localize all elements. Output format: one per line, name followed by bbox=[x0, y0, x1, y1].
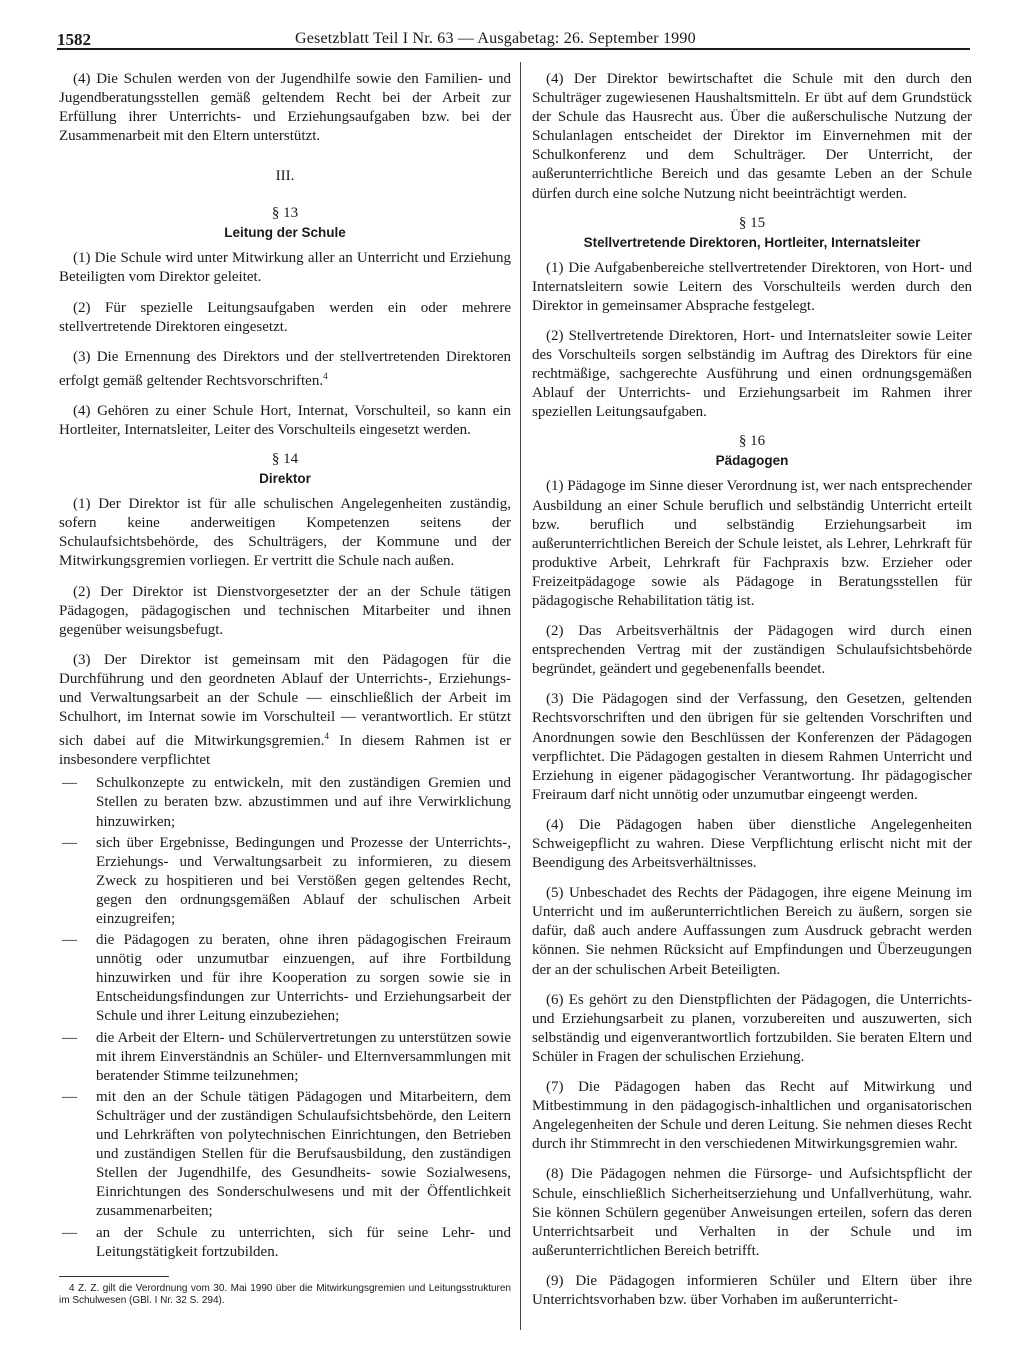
section-14-heading: Direktor bbox=[259, 471, 311, 487]
dash-marker: — bbox=[62, 834, 77, 851]
s16-paragraph-3: (3) Die Pädagogen sind der Verfassung, den Gesetzen, geltenden Rechtsvorschriften und den übrigen für sie geltenden Vorschriften und Anordnungen sowie den Beschlüssen der Konferenzen der Pädagogen verpflichtet. Die Pädagogen gestalten in diesem Rahmen Unterricht und Erziehung in eigener pädagogischer Verantwortung. Ihr pädagogischer Freiraum darf nicht unnötig oder unzumutbar eingeengt werden. bbox=[532, 691, 972, 803]
paragraph-intro-left: (4) Die Schulen werden von der Jugendhilfe sowie den Familien- und Jugendberatungsstellen gemäß geltendem Recht bei der Arbeit zur Erfüllung ihrer Unterrichts- und Erziehungsaufgaben bzw. bei der Zusammenarbeit mit den Eltern unterstützt. bbox=[59, 71, 511, 145]
dash-marker: — bbox=[62, 1088, 77, 1105]
list-item bbox=[59, 931, 511, 1026]
section-13-heading: Leitung der Schule bbox=[224, 225, 346, 241]
right-column bbox=[532, 70, 972, 1310]
footnote-rule bbox=[59, 1276, 169, 1277]
list-item-text: sich über Ergebnisse, Bedingungen und Prozesse der Unterrichts-, Erziehungs- und Verwaltungsarbeit zu informieren, zu diesem Zweck zu hospitieren und bei Verstößen gegen geltendes Recht, gegen den ordnungsgemäßen Ablauf der schulischen Arbeit einzugreifen; bbox=[96, 834, 511, 927]
page-header bbox=[57, 14, 970, 50]
s14-paragraph-3 bbox=[59, 651, 511, 771]
list-item bbox=[59, 1029, 511, 1086]
section-16-heading: Pädagogen bbox=[715, 453, 789, 469]
section-14-number: § 14 bbox=[271, 451, 299, 468]
footnote-ref: 4 bbox=[324, 731, 329, 742]
s16-paragraph-9: (9) Die Pädagogen informieren Schüler und Eltern über ihre Unterrichtsvorhaben bzw. über Vorhaben im außerunterricht- bbox=[532, 1272, 972, 1308]
section-15-number: § 15 bbox=[738, 214, 766, 231]
s14-paragraph-2: (2) Der Direktor ist Dienstvorgesetzter der an der Schule tätigen Pädagogen, pädagogischen und technischen Mitarbeiter und ihnen gegenüber weisungsbefugt. bbox=[59, 583, 511, 638]
section-13-number: § 13 bbox=[271, 205, 299, 222]
s15-paragraph-2: (2) Stellvertretende Direktoren, Hort- und Internatsleiter sowie Leiter des Vorschulteils sorgen selbständig im Auftrag des Direktors für eine rechtmäßige, sachgerechte Ausführung und einen ordnungsgemäßen Ablauf der Unterrichts- und Erziehungsarbeit im Rahmen ihrer speziellen Leitungsaufgaben. bbox=[532, 327, 972, 421]
s16-paragraph-6: (6) Es gehört zu den Dienstpflichten der Pädagogen, die Unterrichts- und Erziehungsarbeit zu planen, vorzubereiten und auszuwerten, sich selbständig und eigenverantwortlich fortzubilden. Sie beraten Eltern und Schüler in Fragen der schulischen Erziehung. bbox=[532, 991, 972, 1065]
s16-paragraph-2: (2) Das Arbeitsverhältnis der Pädagogen wird durch einen entsprechenden Vertrag mit der zuständigen Schulaufsichtsbehörde begründet, geändert und gegebenenfalls beendet. bbox=[532, 623, 972, 678]
gazette-title: Gesetzblatt Teil I Nr. 63 — Ausgabetag: 26. September 1990 bbox=[295, 30, 696, 47]
page-number: 1582 bbox=[57, 30, 91, 49]
s13-paragraph-3 bbox=[59, 348, 511, 391]
duties-list bbox=[59, 774, 511, 1261]
list-item bbox=[59, 774, 511, 831]
s15-paragraph-1: (1) Die Aufgabenbereiche stellvertretender Direktoren, von Hort- und Internatsleitern sowie Leitern des Vorschulteils werden durch den Direktor in gemeinsamer Absprache festgelegt. bbox=[532, 259, 972, 314]
dash-marker: — bbox=[62, 775, 77, 792]
section-16-number: § 16 bbox=[738, 433, 766, 450]
s16-paragraph-8: (8) Die Pädagogen nehmen die Fürsorge- und Aufsichtspflicht der Schule, einschließlich Sicherheitserziehung und Unfallverhütung, wahr. Sie können Schülern gegenüber Anweisungen erteilen, sofern das deren Unterrichtsarbeit und Verhalten in der Schule und im außerunterrichtlichen Bereich betrifft. bbox=[532, 1166, 972, 1259]
s16-paragraph-7: (7) Die Pädagogen haben das Recht auf Mitwirkung und Mitbestimmung in den pädagogisch-inhaltlichen und organisatorischen Angelegenheiten der Schule und deren Leitung. Sie nehmen dieses Recht durch ihr Stimmrecht in den verschiedenen Mitwirkungsgremien wahr. bbox=[532, 1079, 972, 1153]
s14-paragraph-3-text: (3) Der Direktor ist gemeinsam mit den Pädagogen für die Durchführung und den geordneten Ablauf der Unterrichts-, Erziehungs- und Verwaltungsarbeit an der Schule — einschließlich der Arbeit im Schulhort, im Internat sowie im Vorschulteil — verantwortlich. Er stützt sich dabei auf die Mitwirkungsgremien. bbox=[59, 651, 511, 750]
s14-paragraph-1: (1) Der Direktor ist für alle schulischen Angelegenheiten zuständig, sofern keine anderweitigen Kompetenzen seitens der Schulaufsichtsbehörde, des Schulträgers, der Kommune und der Mitwirkungsgremien vorliegen. Er vertritt die Schule nach außen. bbox=[59, 496, 511, 570]
footnote: 4 Z. Z. gilt die Verordnung vom 30. Mai 1990 über die Mitwirkungsgremien und Leitungsstrukturen im Schulwesen (GBl. I Nr. 32 S. 294). bbox=[59, 1282, 511, 1307]
list-item-text: die Arbeit der Eltern- und Schülervertretungen zu unterstützen sowie mit ihrem Einverständnis an Schüler- und Elternversammlungen mit beratender Stimme teilzunehmen; bbox=[96, 1029, 511, 1084]
list-item bbox=[59, 1224, 511, 1262]
section-15-heading: Stellvertretende Direktoren, Hortleiter, Internatsleiter bbox=[583, 234, 921, 250]
s13-paragraph-3-text: (3) Die Ernennung des Direktors und der stellvertretenden Direktoren erfolgt gemäß geltender Rechtsvorschriften. bbox=[59, 348, 511, 389]
column-divider bbox=[520, 62, 521, 1330]
s14-paragraph-3-tail: In diesem Rahmen ist er insbesondere verpflichtet bbox=[59, 733, 512, 769]
paragraph-intro-right: (4) Der Direktor bewirtschaftet die Schule mit den durch den Schulträger zugewiesenen Haushaltsmitteln. Er übt auf dem Grundstück der Schule das Hausrecht aus. Über die außerschulische Nutzung der Schulanlagen entscheidet der Direktor im Einvernehmen mit der Schulkonferenz und dem Schulträger. Der Unterricht, der außerunterrichtliche Bereich und das gesamte Leben an der Schule dürfen durch eine solche Nutzung nicht beeinträchtigt werden. bbox=[532, 71, 972, 202]
list-item bbox=[59, 834, 511, 929]
s16-paragraph-4: (4) Die Pädagogen haben über dienstliche Angelegenheiten Schweigepflicht zu wahren. Diese Verpflichtung erlischt nicht mit der Beendigung des Arbeitsverhältnisses. bbox=[532, 816, 972, 872]
s16-paragraph-1: (1) Pädagoge im Sinne dieser Verordnung ist, wer nach entsprechender Ausbildung an einer Schule beruflich und selbständig Unterricht erteilt bzw. beruflich und selbständig Erziehungsarbeit im außerunterrichtlichen Bereich der Schule leistet, als Lehrer, Lehrkraft für produktive Arbeit, Lehrkraft für Fachpraxis bzw. Erzieher oder Freizeitpädagoge sowie als Pädagoge in Beratungsstellen für pädagogische Rehabilitation tätig ist. bbox=[532, 478, 972, 609]
list-item-text: an der Schule zu unterrichten, sich für seine Lehr- und Leitungstätigkeit fortzubilden. bbox=[96, 1224, 511, 1260]
dash-marker: — bbox=[62, 932, 77, 949]
part-number: III. bbox=[275, 168, 295, 185]
s16-paragraph-5: (5) Unbeschadet des Rechts der Pädagogen, ihre eigene Meinung im Unterricht und im außerunterrichtlichen Bereich zu äußern, sorgen sie dafür, daß auch andere Auffassungen zum Ausdruck gebracht werden können. Sie nehmen Rücksicht auf Empfindungen und Überzeugungen der an der schulischen Arbeit Beteiligten. bbox=[532, 885, 972, 978]
s13-paragraph-4: (4) Gehören zu einer Schule Hort, Internat, Vorschulteil, so kann ein Hortleiter, Internatsleiter, Leiter des Vorschulteils eingesetzt werden. bbox=[59, 402, 511, 439]
dash-marker: — bbox=[62, 1029, 77, 1046]
s13-paragraph-2: (2) Für spezielle Leitungsaufgaben werden ein oder mehrere stellvertretende Direktoren eingesetzt. bbox=[59, 299, 511, 335]
dash-marker: — bbox=[62, 1224, 77, 1241]
s13-paragraph-1: (1) Die Schule wird unter Mitwirkung aller an Unterricht und Erziehung Beteiligten vom Direktor geleitet. bbox=[59, 250, 511, 286]
list-item bbox=[59, 1088, 511, 1222]
list-item-text: die Pädagogen zu beraten, ohne ihren pädagogischen Freiraum unnötig oder unzumutbar einzuengen, auf ihre Fortbildung hinzuwirken und für ihre Kooperation zu sorgen sowie sie in Entscheidungsfindungen zur Unterrichts- und Erziehungsarbeit der Schule und ihrer Leitung einzubeziehen; bbox=[96, 932, 511, 1025]
footnote-ref: 4 bbox=[323, 370, 328, 381]
left-column bbox=[59, 70, 511, 1308]
list-item-text: mit den an der Schule tätigen Pädagogen und Mitarbeitern, dem Schulträger und der zuständigen Schulaufsichtsbehörde, den Leitern und Lehrkräften von polytechnischen Einrichtungen, den Betrieben und zuständigen Stellen für die Berufsausbildung, den zuständigen Stellen der Jugendhilfe, des Gesundheits- sowie Sozialwesens, Einrichtungen des Sonderschulwesens und mit der Öffentlichkeit zusammenarbeiten; bbox=[96, 1088, 511, 1220]
list-item-text: Schulkonzepte zu entwickeln, mit den zuständigen Gremien und Stellen zu beraten bzw. abzustimmen und auf ihre Verwirklichung hinzuwirken; bbox=[96, 775, 511, 830]
